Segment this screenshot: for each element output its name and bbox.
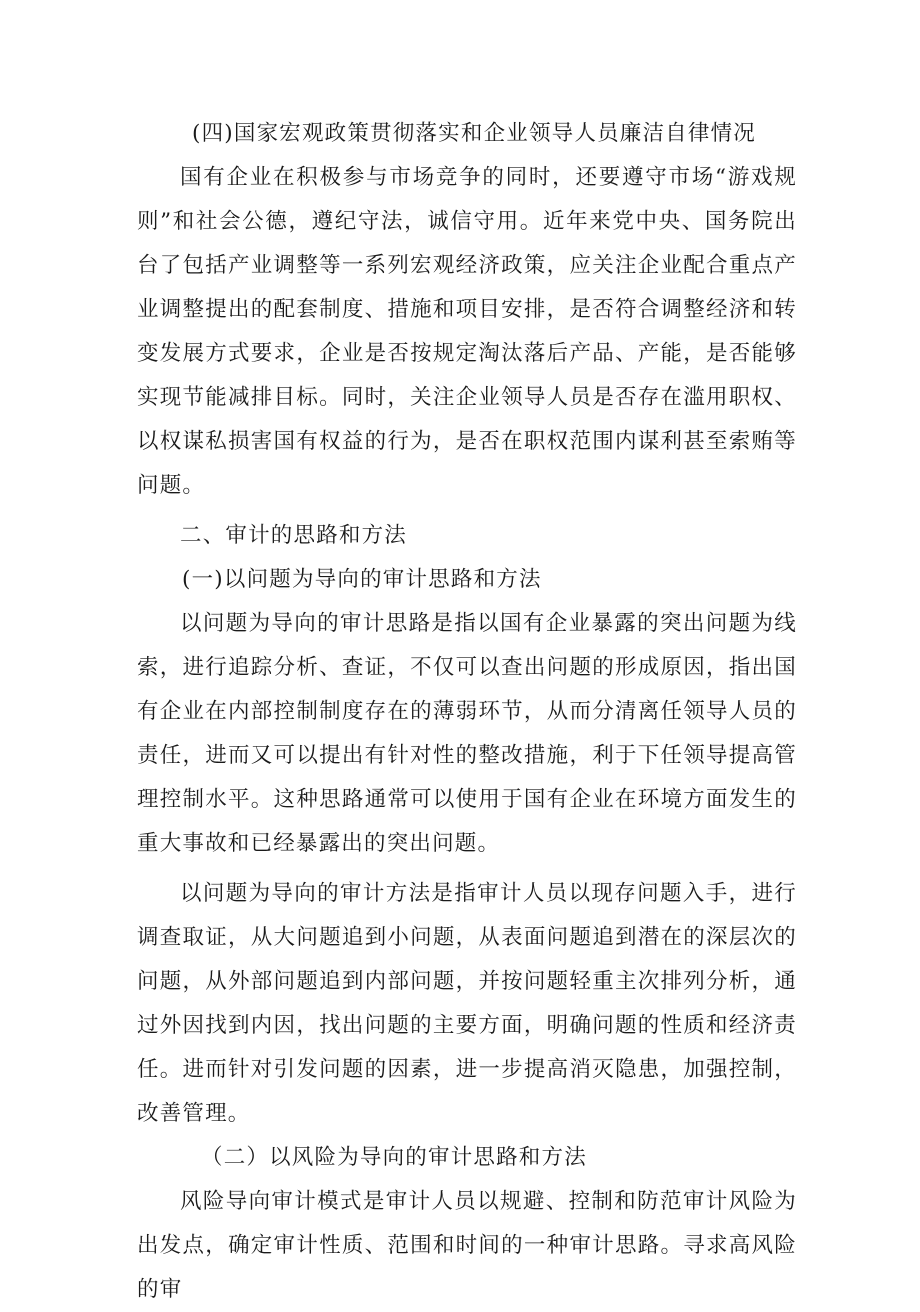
body-paragraph: 国有企业在积极参与市场竞争的同时，还要遵守市场“游戏规则”和社会公德，遵纪守法，诚信守用。近年来党中央、国务院出台了包括产业调整等一系列宏观经济政策，应关注企业配合重点产业调整提出的配套制度、措施和项目安排，是否符合调整经济和转变发展方式要求，企业是否按规定淘汰落后产品、产能，是否能够实现节能减排目标。同时，关注企业领导人员是否存在滥用职权、以权谋私损害国有权益的行为，是否在职权范围内谋利甚至索贿等问题。 [137, 165, 797, 498]
subsection-heading-4: (四)国家宏观政策贯彻落实和企业领导人员廉洁自律情况 [192, 121, 756, 146]
body-paragraph: 以问题为导向的审计方法是指审计人员以现存问题入手，进行调查取证，从大问题追到小问题，从表面问题追到潜在的深层次的问题，从外部问题追到内部问题，并按问题轻重主次排列分析，通过外因找到内因，找出问题的主要方面，明确问题的性质和经济责任。进而针对引发问题的因素，进一步提高消灭隐患，加强控制，改善管理。 [137, 881, 797, 1126]
body-paragraph: 风险导向审计模式是审计人员以规避、控制和防范审计风险为出发点，确定审计性质、范围和时间的一种审计思路。寻求高风险的审 [137, 1189, 797, 1302]
body-paragraph: 以问题为导向的审计思路是指以国有企业暴露的突出问题为线索，进行追踪分析、查证，不仅可以查出问题的形成原因，指出国有企业在内部控制制度存在的薄弱环节，从而分清离任领导人员的责任，进而又可以提出有针对性的整改措施，利于下任领导提高管理控制水平。这种思路通常可以使用于国有企业在环境方面发生的重大事故和已经暴露出的突出问题。 [137, 611, 797, 856]
subsection-heading-2: （二）以风险为导向的审计思路和方法 [201, 1145, 587, 1170]
subsection-heading-1: (一)以问题为导向的审计思路和方法 [182, 567, 542, 592]
section-heading-2: 二、审计的思路和方法 [180, 523, 408, 548]
document-body [137, 112, 797, 1312]
